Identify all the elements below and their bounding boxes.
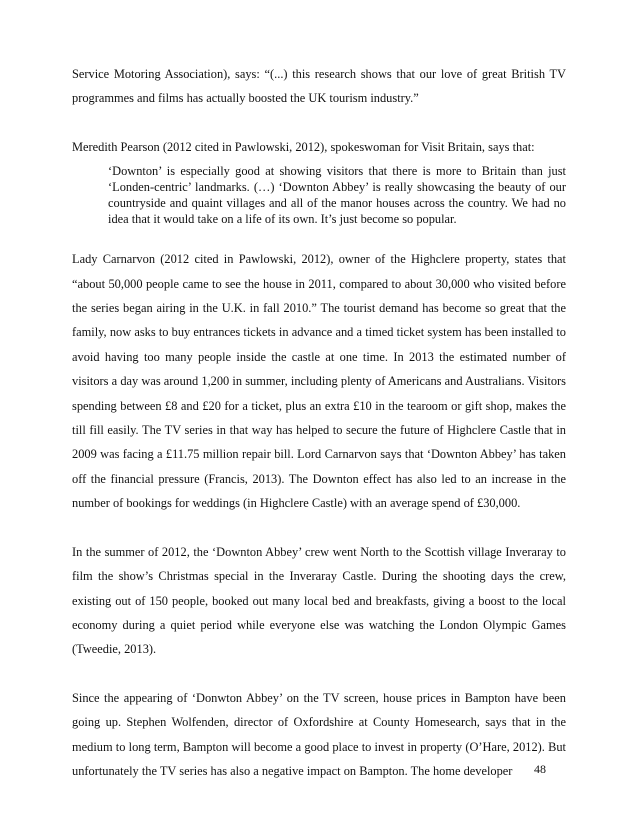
page-body [72, 62, 566, 807]
paragraph-tv-tourism: Service Motoring Association), says: “(...) this research shows that our love of great British TV programmes and films has actually boosted the UK tourism industry.” [72, 67, 566, 106]
paragraph-highclere: Lady Carnarvon (2012 cited in Pawlowski, 2012), owner of the Highclere property, states that “about 50,000 people came to see the house in 2011, compared to about 30,000 who visited before the series began airing in the U.K. in fall 2010.” The tourist demand has become so great that the family, now asks to buy entrances tickets in advance and a timed ticket system has been installed to avoid having too many people inside the castle at one time. In 2013 the estimated number of visitors a day was around 1,200 in summer, including plenty of Americans and Australians. Visitors spending between £8 and £20 for a ticket, plus an extra £10 in the tearoom or gift shop, makes the till fill easily. The TV series in that way has helped to secure the future of Highclere Castle that in 2009 was facing a £11.75 million repair bill. Lord Carnarvon says that ‘Downton Abbey’ has taken off the financial pressure (Francis, 2013). The Downton effect has also led to an increase in the number of bookings for weddings (in Highclere Castle) with an average spend of £30,000. [72, 252, 566, 511]
page-number: 48 [534, 762, 546, 776]
paragraph-bampton: Since the appearing of ‘Donwton Abbey’ on the TV screen, house prices in Bampton have been going up. Stephen Wolfenden, director of Oxfordshire at County Homesearch, says that in the medium to long term, Bampton will become a good place to invest in property (O’Hare, 2012). But unfortunately the TV series has also a negative impact on Bampton. The home developer [72, 690, 566, 778]
block-quote-pearson: ‘Downton’ is especially good at showing visitors that there is more to Britain than just ‘Londen-centric’ landmarks. (…) ‘Downton Abbey’ is really showcasing the beauty of our countryside and quaint villages and all of the manor houses across the country. We had no idea that it would take on a life of its own. It’s just become so popular. [108, 164, 566, 227]
paragraph-pearson-intro: Meredith Pearson (2012 cited in Pawlowski, 2012), spokeswoman for Visit Britain, says that: [72, 139, 535, 154]
paragraph-inveraray: In the summer of 2012, the ‘Downton Abbey’ crew went North to the Scottish village Inveraray to film the show’s Christmas special in the Inveraray Castle. During the shooting days the crew, existing out of 150 people, booked out many local bed and breakfasts, giving a boost to the local economy during a quiet period while everyone else was watching the London Olympic Games (Tweedie, 2013). [72, 544, 566, 657]
